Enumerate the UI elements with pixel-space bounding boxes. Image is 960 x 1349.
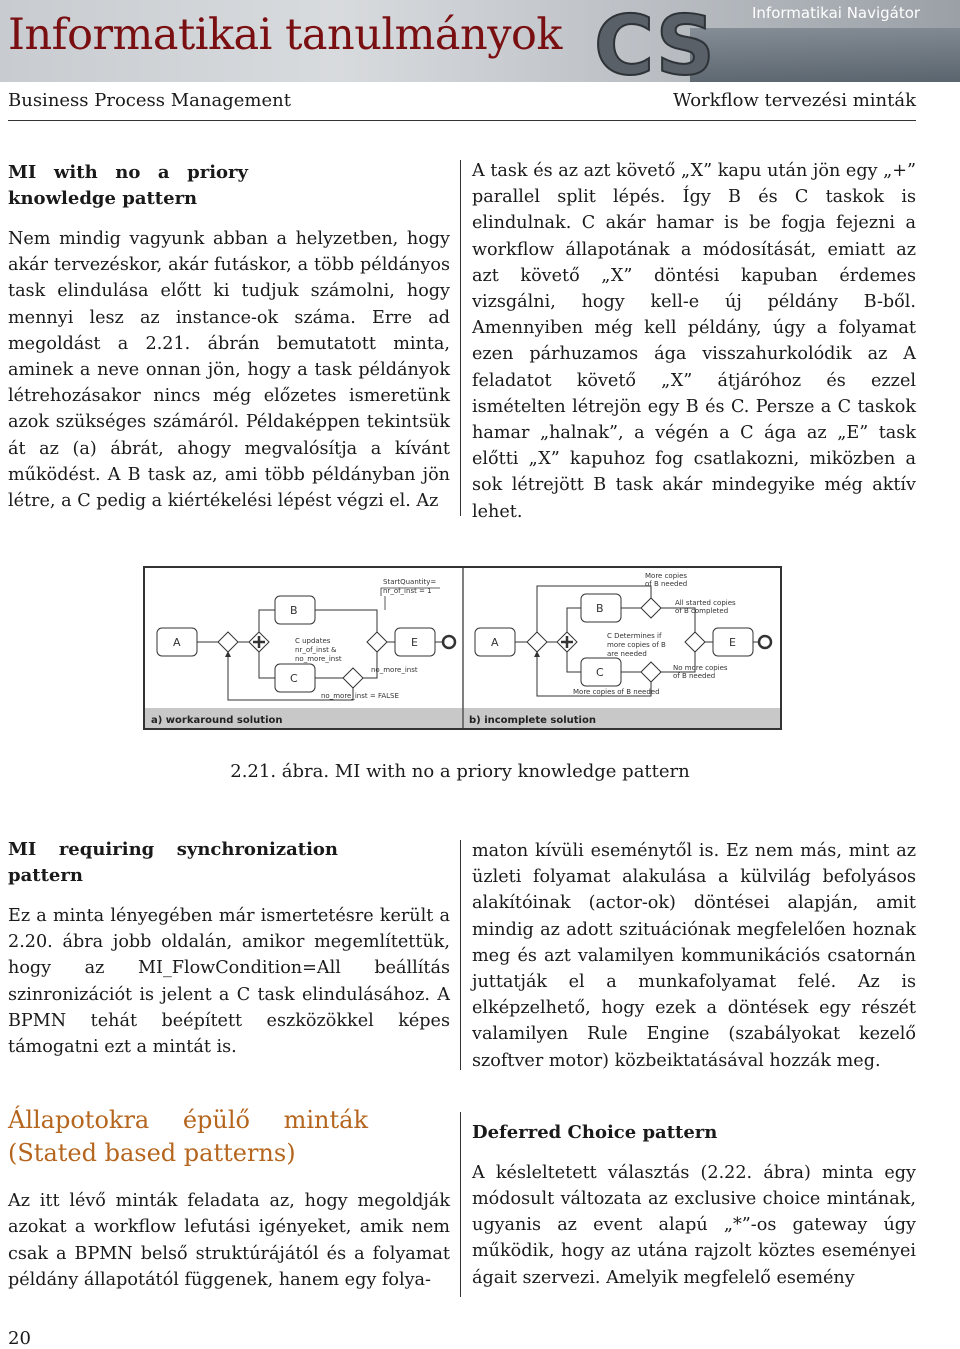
- panel-b-label: b) incomplete solution: [469, 715, 596, 726]
- journal-title: Informatikai tanulmányok: [8, 10, 562, 60]
- magazine-name: Informatikai Navigátor: [752, 4, 921, 22]
- merge-gateway-icon: [685, 632, 705, 652]
- decision-gateway-icon: [641, 662, 661, 682]
- paragraph: maton kívüli eseménytől is. Ez nem más, mint az üzleti folyamat alakulása a külvilág befolyásos alakítóinak (actor-ok) döntései alapján, amit mindig az adott szituációnak megfelelően hoznak meg és azt valamilyen kommunikációs csatornán juttatják el a munkafolyamat felé. Az is elképzelhető, hogy ezek a döntések egy részét valamilyen Rule Engine (szabályokat kezelő szoftver motor) közbeiktatásával hozzák meg.: [472, 841, 916, 1071]
- left-column-bottom: [8, 837, 450, 1293]
- running-header-left: Business Process Management: [8, 90, 291, 111]
- header-rule: [8, 120, 916, 121]
- merge-gateway-icon: [367, 632, 387, 652]
- c-updates-note-3: no_more_inst: [295, 655, 342, 663]
- figure-2-21: [143, 566, 782, 730]
- cs-logo: [592, 2, 742, 82]
- task-b-text: B: [596, 602, 604, 615]
- paragraph: Ez a minta lényegében már ismertetésre került a 2.20. ábra jobb oldalán, amikor megemlítettük, hogy az MI_FlowCondition=All beállítás szinronizációt is jelent a C task elindulásához. A BPMN tehát beépített eszközökkel képes támogatni ezt a mintát is.: [8, 906, 450, 1058]
- task-c-text: C: [596, 666, 604, 679]
- cs-logo-text: CS: [594, 2, 715, 82]
- no-more-copies-label-2: of B needed: [673, 672, 716, 680]
- join-gateway-icon: [641, 598, 661, 618]
- task-e-text: E: [729, 636, 736, 649]
- panel-a: [157, 578, 455, 700]
- task-e-text: E: [411, 636, 418, 649]
- all-started-note-2: of B completed: [675, 607, 729, 615]
- panel-a-label: a) workaround solution: [151, 715, 283, 726]
- section-heading: MI with no a priory knowledge pattern: [8, 162, 248, 209]
- column-divider: [460, 1112, 461, 1297]
- column-divider: [460, 160, 461, 516]
- more-copies-label: More copies of B needed: [573, 688, 660, 696]
- task-c-text: C: [290, 672, 298, 685]
- task-a-text: A: [491, 636, 499, 649]
- c-updates-note: C updates: [295, 637, 331, 645]
- paragraph: A task és az azt követő „X” kapu után jön egy „+” parallel split lépés. Így B és C taskok is elindulnak. C akár hamar is be fogja fejezni a workflow állapotának a módosítását, emiatt az azt követő „X” döntési kapuban érdemes vizsgálni, hogy kell-e új példány B-ből. Amennyiben még kell példány, úgy a folyamat ezen párhuzamos ága visszahurkolódik az A feladatot követő „X” átjáróhoz és ezzel ismételten létrejön egy B és C. Persze a C taskok hamar „halnak”, a végén a C ága az „E” task előtti „X” kapuhoz fog csatlakozni, miközben a sok létrejött B task akár mindegyike még aktív lehet.: [472, 161, 916, 522]
- right-column-top: [472, 158, 916, 525]
- xor-gateway-icon: [218, 632, 238, 652]
- paragraph: Az itt lévő minták feladata az, hogy megoldják azokat a workflow lefutási igényeket, amik nem csak a BPMN belső struktúrájától és a folyamat példány állapotától függenek, hanem egy folya-: [8, 1191, 450, 1290]
- c-determines-note-3: are needed: [607, 650, 647, 658]
- page-number: 20: [8, 1328, 31, 1349]
- task-a-text: A: [173, 636, 181, 649]
- all-started-note: All started copies: [675, 599, 736, 607]
- task-b-text: B: [290, 604, 298, 617]
- c-updates-note-2: nr_of_inst &: [295, 646, 337, 654]
- header-banner: [0, 0, 960, 82]
- start-quantity-note: StartQuantity=: [383, 578, 437, 586]
- figure-caption: 2.21. ábra. MI with no a priory knowledge pattern: [230, 761, 690, 782]
- section-heading-stated: Állapotokra épülő minták (Stated based patterns): [8, 1106, 368, 1168]
- more-copies-note-2: of B needed: [645, 580, 688, 588]
- column-divider: [460, 840, 461, 1070]
- panel-b: [475, 572, 771, 696]
- right-column-bottom: [472, 838, 916, 1291]
- decision-gateway-icon: [343, 668, 363, 688]
- section-heading-deferred: Deferred Choice pattern: [472, 1121, 718, 1143]
- end-event-icon: [443, 636, 455, 648]
- false-label: no_more_inst = FALSE: [321, 692, 399, 700]
- left-column-top: [8, 160, 450, 514]
- c-determines-note-2: more copies of B: [607, 641, 666, 649]
- paragraph: Nem mindig vagyunk abban a helyzetben, hogy akár tervezéskor, akár futáskor, a több példányos task elindulása előtt ki tudjuk számolni, hogy mennyi lesz az instance-ok száma. Erre ad megoldást a 2.21. ábrán bemutatott minta, aminek a neve onnan jön, hogy a task példányok létrehozásakor nincs még előzetes ismeretünk azok szükséges számáról. Példaképpen tekintsük át az (a) ábrát, ahogy megvalósítja a kívánt működést. A B task az, ami több példányban jön létre, a C pedig a kiértékelési lépést végzi el. Az: [8, 229, 450, 512]
- start-quantity-note-2: nr_of_inst = 1: [383, 587, 432, 595]
- no-more-copies-label: No more copies: [673, 664, 728, 672]
- xor-gateway-icon: [527, 632, 547, 652]
- c-determines-note: C Determines if: [607, 632, 662, 640]
- running-header-right: Workflow tervezési minták: [672, 90, 916, 111]
- paragraph: A késleltetett választás (2.22. ábra) minta egy módosult változata az exclusive choice mintának, ugyanis az event alapú „*”-os gateway úgy működik, hogy az utána rajzolt köztes eseményei ágait szervezi. Amelyik megfelelő esemény: [472, 1162, 916, 1288]
- bpmn-diagram: [145, 568, 780, 728]
- more-copies-note: More copies: [645, 572, 688, 580]
- no-more-inst-label: no_more_inst: [371, 666, 418, 674]
- end-event-icon: [759, 636, 771, 648]
- section-heading: MI requiring synchronization pattern: [8, 839, 338, 886]
